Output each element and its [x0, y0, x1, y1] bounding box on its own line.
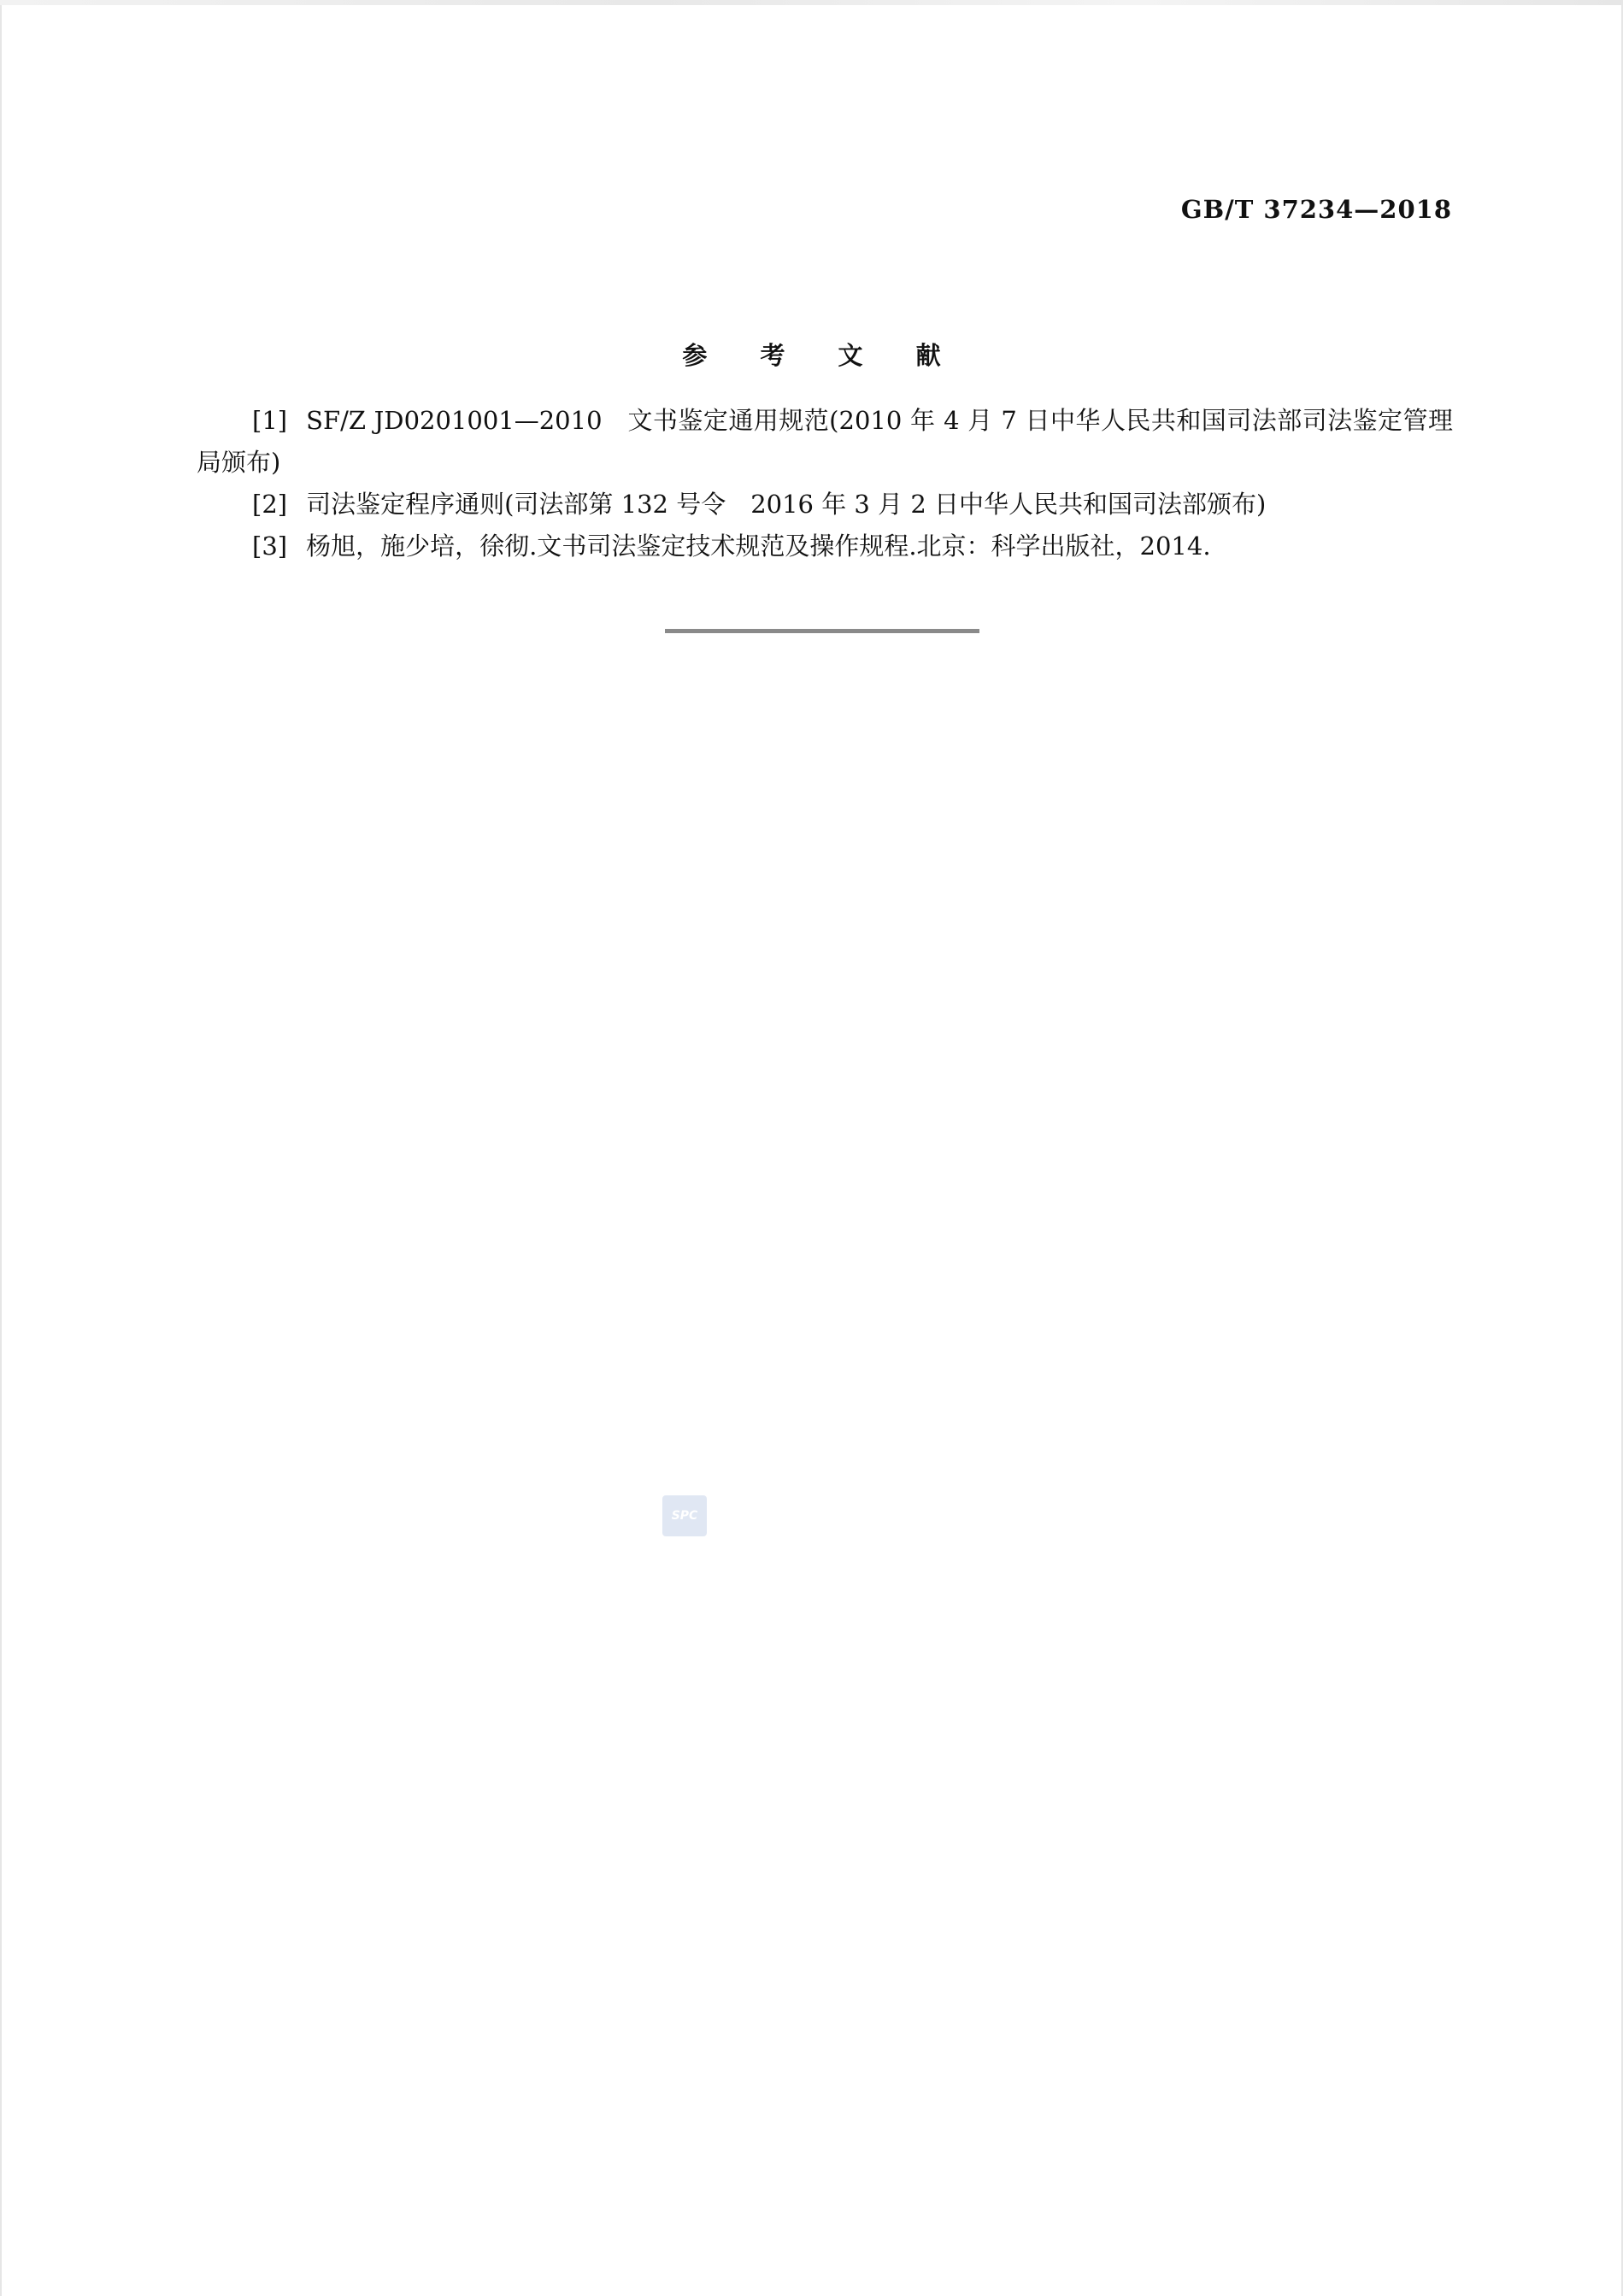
publisher-watermark-logo	[662, 1495, 707, 1536]
end-of-document-rule	[665, 629, 979, 633]
reference-item	[197, 526, 1453, 567]
reference-item	[197, 484, 1453, 526]
reference-number: [1]	[252, 406, 288, 435]
standard-number: GB/T 37234—2018	[1180, 195, 1452, 224]
reference-text: SF/Z JD0201001—2010 文书鉴定通用规范(2010 年 4 月 7 日中华人民共和国司法部司法鉴定管理局颁布)	[197, 406, 1453, 477]
watermark-text: SPC	[671, 1509, 698, 1523]
reference-text: 杨旭，施少培，徐彻.文书司法鉴定技术规范及操作规程.北京：科学出版社，2014.	[306, 531, 1211, 561]
reference-list	[197, 400, 1453, 567]
reference-number: [3]	[252, 531, 288, 561]
reference-text: 司法鉴定程序通则(司法部第 132 号令 2016 年 3 月 2 日中华人民共和国司法部颁布)	[306, 490, 1267, 519]
reference-item	[197, 400, 1453, 484]
bibliography-title: 参 考 文 献	[682, 341, 963, 370]
reference-number: [2]	[252, 490, 288, 519]
page-top-edge	[0, 0, 1623, 5]
